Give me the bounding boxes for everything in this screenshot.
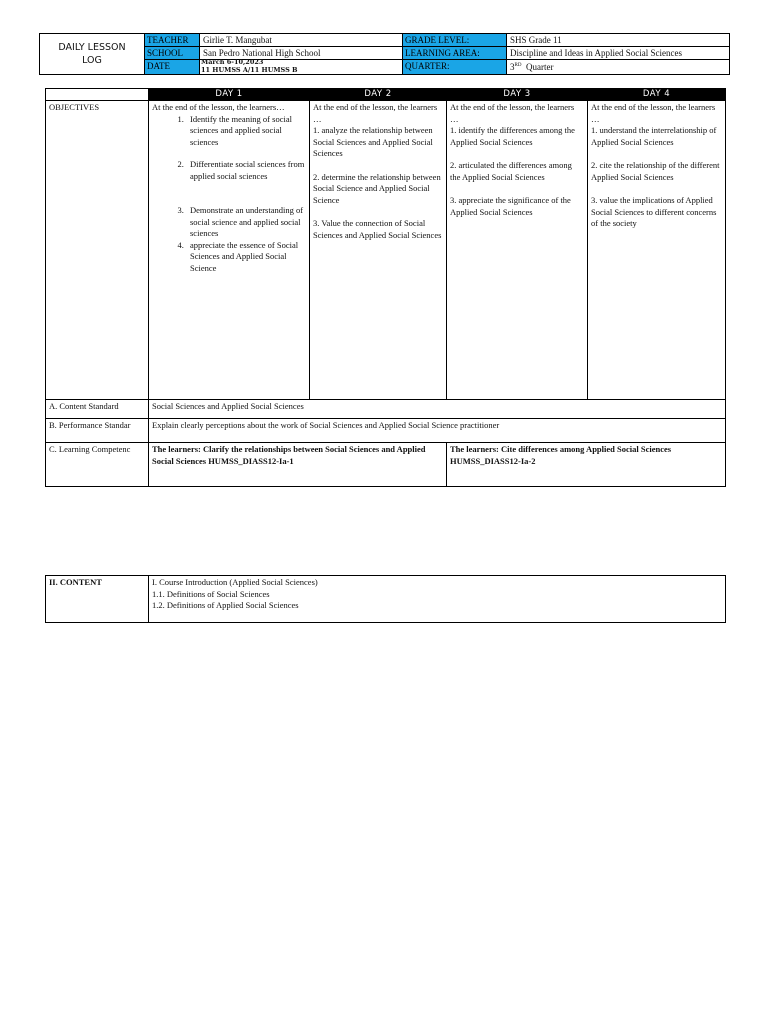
content-line: 1.2. Definitions of Applied Social Sciences [152,600,299,610]
learning-area-value: Discipline and Ideas in Applied Social Sciences [507,47,729,60]
content-line: 1.1. Definitions of Social Sciences [152,588,270,599]
performance-standard-row [46,419,726,443]
learning-area-label: LEARNING AREA: [403,47,506,60]
content-row [46,576,726,623]
date-label: DATE [145,60,199,74]
list-item: 3. Demonstrate an understanding of social science and applied social sciences [186,205,306,240]
learning-competency-days34: The learners: Cite differences among Applied Social Sciences HUMSS_DIASS12-Ia-2 [447,443,726,487]
content-line: I. Course Introduction (Applied Social Sciences) [152,577,318,587]
list-item: 1. Identify the meaning of social sciences and applied social sciences [186,114,306,149]
list-item: 2. Differentiate social sciences from applied social sciences [186,159,306,182]
content-table [45,575,726,623]
objectives-table [45,88,726,487]
day2-objective-1: 1. analyze the relationship between Social Sciences and Applied Social Sciences [313,125,433,158]
learning-competency-days12: The learners: Clarify the relationships between Social Sciences and Applied Social Sciences HUMSS_DIASS12-Ia-1 [149,443,447,487]
grade-label: GRADE LEVEL: [403,34,506,47]
day3-intro: At the end of the lesson, the learners … [450,102,575,124]
performance-standard-value: Explain clearly perceptions about the work of Social Sciences and Applied Social Science practitioner [149,419,726,443]
school-label: SCHOOL [145,47,199,60]
day4-objective-3: 3. value the implications of Applied Social Sciences to different concerns of the society [591,195,717,228]
quarter-label: QUARTER: [403,60,506,74]
blank-header-cell [46,89,149,101]
date-value [201,59,401,74]
day2-intro: At the end of the lesson, the learners … [313,102,438,124]
day4-header: DAY 4 [588,89,726,101]
lesson-log-header [39,33,730,75]
content-standard-label: A. Content Standard [46,400,149,419]
content-label: II. CONTENT [46,576,149,623]
content-standard-row [46,400,726,419]
day3-header: DAY 3 [447,89,588,101]
day2-objectives [310,101,447,400]
doc-title-line2: LOG [82,55,102,66]
date-line: March 6-10,2023 [201,58,264,66]
doc-title-line1: DAILY LESSON [58,42,126,53]
day1-intro: At the end of the lesson, the learners… [152,102,285,112]
learning-competency-label: C. Learning Competenc [46,443,149,487]
list-item: 4. appreciate the essence of Social Sciences and Applied Social Science [186,240,306,275]
day2-objective-2: 2. determine the relationship between Social Science and Applied Social Science [313,171,441,205]
day2-objective-3: 3. Value the connection of Social Sciences and Applied Social Sciences [313,218,442,240]
day3-objective-1: 1. identify the differences among the Applied Social Sciences [450,125,575,147]
day3-objective-2: 2. articulated the differences among the Applied Social Sciences [450,160,572,182]
doc-title [40,34,145,74]
objectives-label: OBJECTIVES [46,101,149,400]
teacher-value: Girlie T. Mangubat [200,34,402,47]
day1-objective-list [152,114,306,275]
content-value [149,576,726,623]
day-header-row [46,89,726,101]
day1-objectives [149,101,310,400]
objectives-row [46,101,726,400]
day4-intro: At the end of the lesson, the learners … [591,102,716,124]
quarter-value: 3RD Quarter [510,62,554,72]
day4-objective-1: 1. understand the interrelationship of Applied Social Sciences [591,125,717,147]
section-line: 11 HUMSS A/11 HUMSS B [201,65,298,74]
day4-objective-2: 2. cite the relationship of the different Applied Social Sciences [591,160,720,182]
day1-header: DAY 1 [149,89,310,101]
content-standard-value: Social Sciences and Applied Social Sciences [149,400,726,419]
performance-standard-label: B. Performance Standar [46,419,149,443]
school-value: San Pedro National High School [200,47,402,60]
day3-objective-3: 3. appreciate the significance of the Applied Social Sciences [450,195,571,217]
grade-value: SHS Grade 11 [507,34,729,47]
day3-objectives [447,101,588,400]
day4-objectives [588,101,726,400]
teacher-label: TEACHER [145,34,199,47]
learning-competency-row [46,443,726,487]
day2-header: DAY 2 [310,89,447,101]
